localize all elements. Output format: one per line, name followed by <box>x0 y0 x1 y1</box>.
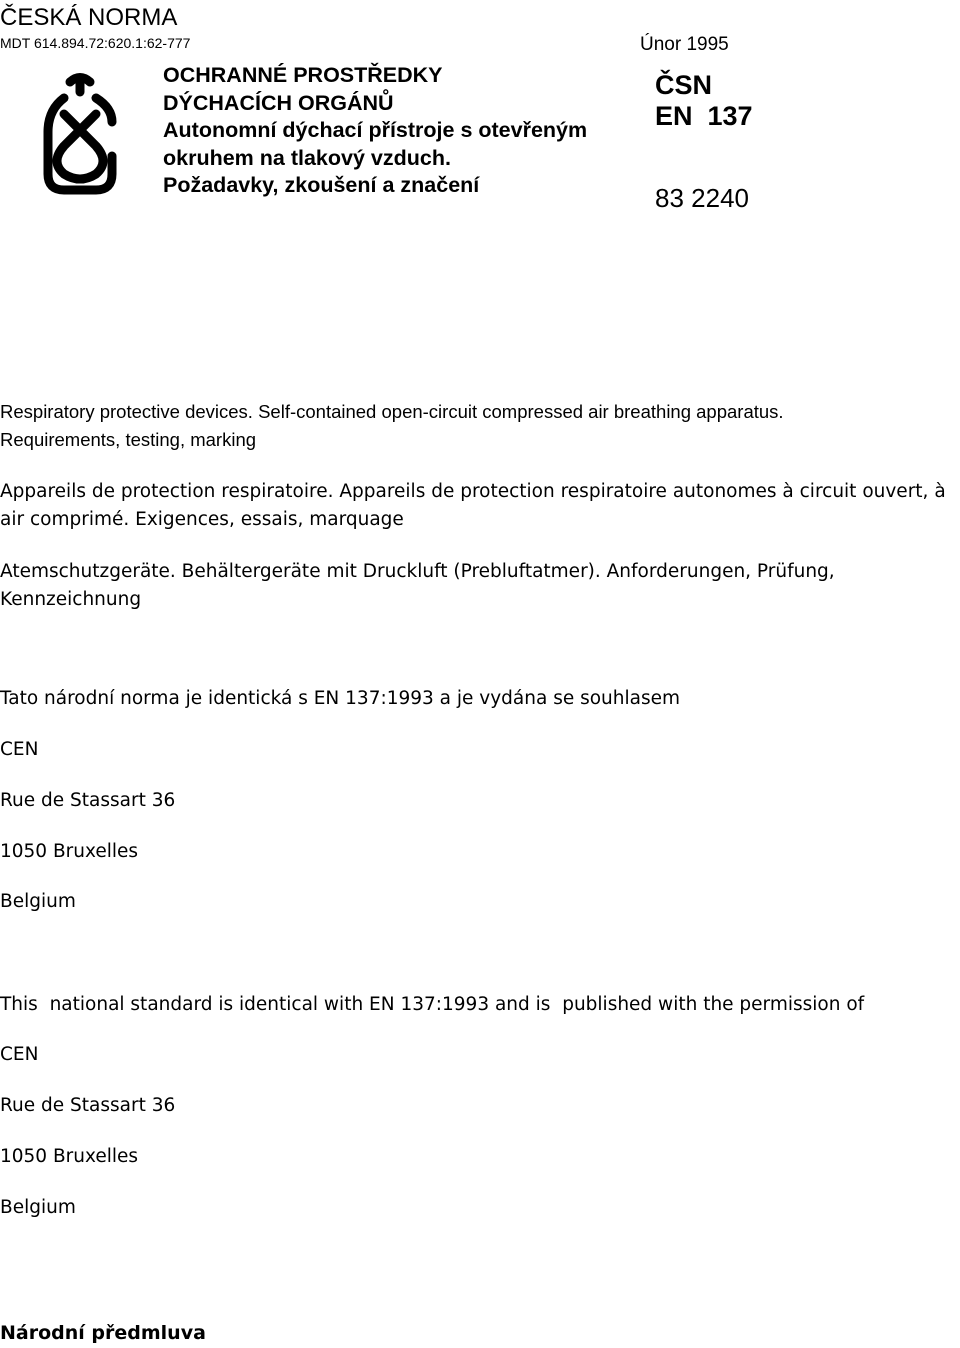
german-title-line: Kennzeichnung <box>0 589 142 610</box>
french-title-line: Appareils de protection respiratoire. Appareils de protection respiratoire autonomes à circuit ouvert, à <box>0 481 946 502</box>
english-notice-country: Belgium <box>0 1197 76 1218</box>
section-heading: Národní předmluva <box>0 1322 206 1344</box>
german-title <box>0 558 835 614</box>
udc-classification: MDT 614.894.72:620.1:62-777 <box>0 35 191 51</box>
czech-notice-intro: Tato národní norma je identická s EN 137:1993 a je vydána se souhlasem <box>0 688 681 709</box>
csn-label: ČSN <box>655 70 713 100</box>
english-title <box>0 398 784 454</box>
document-type: ČESKÁ NORMA <box>0 4 178 31</box>
english-notice-intro: This national standard is identical with EN 137:1993 and is published with the permission of <box>0 994 865 1015</box>
document-title <box>163 62 587 200</box>
english-notice-org: CEN <box>0 1044 39 1065</box>
french-title <box>0 478 960 534</box>
english-title-line: Requirements, testing, marking <box>0 429 257 450</box>
czech-notice-city: 1050 Bruxelles <box>0 841 139 862</box>
czech-notice-street: Rue de Stassart 36 <box>0 790 176 811</box>
classification-number: 83 2240 <box>655 183 749 213</box>
title-line: DÝCHACÍCH ORGÁNŮ <box>163 90 394 115</box>
french-title-line: air comprimé. Exigences, essais, marquage <box>0 509 404 530</box>
czech-notice-country: Belgium <box>0 891 76 912</box>
german-title-line: Atemschutzgeräte. Behältergeräte mit Druckluft (Prebluftatmer). Anforderungen, Prüfung, <box>0 561 835 582</box>
czech-notice-org: CEN <box>0 739 39 760</box>
english-title-line: Respiratory protective devices. Self-contained open-circuit compressed air breathing apparatus. <box>0 401 784 422</box>
title-line: okruhem na tlakový vzduch. <box>163 145 451 170</box>
title-line: Požadavky, zkoušení a značení <box>163 173 480 197</box>
en-number: EN 137 <box>655 101 753 131</box>
csn-logo-icon <box>40 70 120 198</box>
english-notice-city: 1050 Bruxelles <box>0 1146 139 1167</box>
english-notice-street: Rue de Stassart 36 <box>0 1095 176 1116</box>
title-line: Autonomní dýchací přístroje s otevřeným <box>163 118 588 142</box>
title-line: OCHRANNÉ PROSTŘEDKY <box>163 63 443 87</box>
issue-date: Únor 1995 <box>640 34 729 55</box>
